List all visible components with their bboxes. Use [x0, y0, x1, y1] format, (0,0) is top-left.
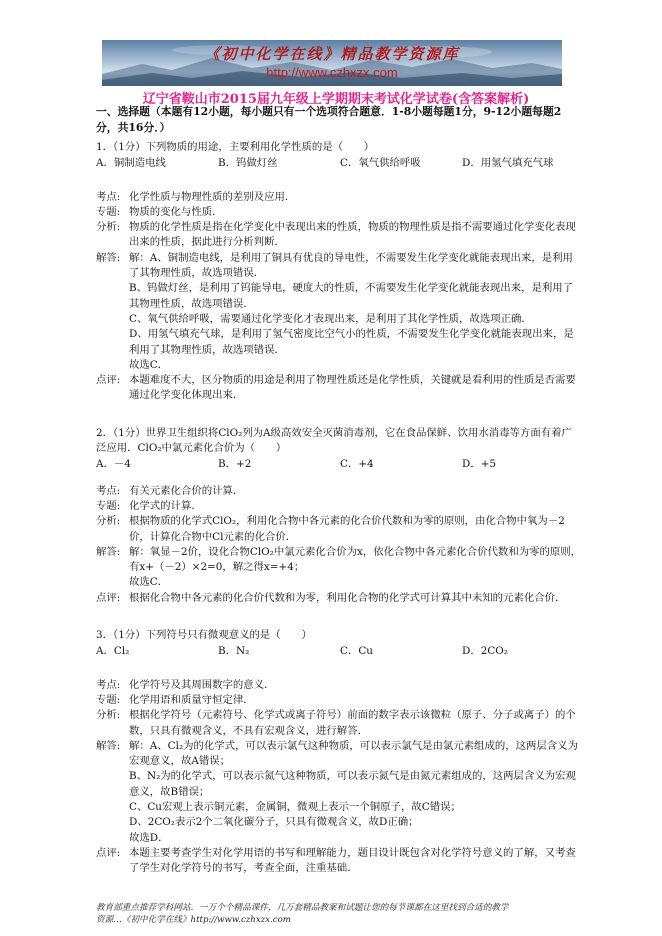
jieda-text — [129, 251, 582, 373]
dianping-label: 点评: — [96, 374, 121, 387]
question-stem: 3．（1分）下列符号只有微观意义的是（ ） — [96, 629, 312, 642]
fenxi-text: 物质的化学性质是指在化学变化中表现出来的性质，物质的物理性质是指不需要通过化学变化表现出来的性质，据此进行分析判断． — [129, 221, 576, 249]
jieda-line: B、钨做灯丝，是利用了钨能导电，硬度大的性质，不需要发生化学变化就能表现出来，是利用了其物理性质，故选项错误． — [129, 282, 574, 310]
banner-title: 《初中化学在线》精品教学资源库 — [204, 45, 460, 63]
jieda-row — [96, 545, 582, 591]
option-d: D．2CO₂ — [462, 645, 508, 658]
kaodian-row — [96, 484, 582, 499]
kaodian-text: 化学性质与物理性质的差别及应用． — [129, 190, 296, 203]
dianping-text: 本题主要考查学生对化学用语的书写和理解能力，题目设计既包含对化学符号意义的了解，又考查了学生对化学符号的书写，考查全面，注重基础． — [129, 846, 576, 875]
document-title: 辽宁省鞍山市2015届九年级上学期期末考试化学试卷(含答案解析) — [142, 92, 530, 107]
kaodian-text: 有关元素化合价的计算． — [129, 484, 244, 497]
kaodian-row — [96, 678, 582, 693]
jieda-line: 故选C． — [129, 576, 169, 589]
option-c: C．氧气供给呼吸 — [340, 157, 421, 170]
jieda-line: 解：A、Cl₂为的化学式，可以表示氯气这种物质，可以表示氯气是由氯元素组成的，这两层含义为宏观意义，故A错误； — [129, 739, 578, 768]
jieda-line: 故选C． — [129, 358, 169, 371]
dianping-row — [96, 373, 582, 404]
footer-line-2: 资源…《初中化学在线》http://www.czhxzx.com — [96, 915, 291, 925]
zhuanti-label: 专题: — [96, 205, 121, 218]
page-footer — [96, 902, 582, 926]
option-c: C．Cu — [340, 645, 373, 658]
zhuanti-label: 专题: — [96, 499, 121, 512]
kaodian-label: 考点: — [96, 678, 121, 691]
option-c: C．+4 — [340, 458, 374, 471]
header-banner — [102, 40, 562, 86]
jieda-text — [129, 545, 582, 591]
question-1 — [96, 140, 582, 404]
dianping-text: 本题难度不大，区分物质的用途是利用了物理性质还是化学性质，关键就是看利用的性质是否需要通过化学变化体现出来． — [129, 374, 576, 402]
document-body — [96, 104, 582, 876]
dianping-label: 点评: — [96, 846, 121, 859]
fenxi-label: 分析: — [96, 709, 121, 722]
jieda-text — [129, 739, 582, 846]
option-list — [96, 644, 582, 659]
jieda-line: 解：A、铜制造电线，是利用了铜具有优良的导电性，不需要发生化学变化就能表现出来，是利用了其物理性质，故选项错误． — [129, 251, 573, 280]
kaodian-label: 考点: — [96, 484, 121, 497]
question-stem: 2．（1分）世界卫生组织将ClO₂列为A级高效安全灭菌消毒剂，它在食品保鲜、饮用水消毒等方面有着广泛应用．ClO₂中氯元素化合价为（ ） — [96, 426, 572, 455]
question-3 — [96, 628, 582, 876]
option-a: A．Cl₂ — [96, 645, 130, 658]
jieda-line: C、Cu宏观上表示铜元素，金属铜，微观上表示一个铜原子，故C错误； — [129, 800, 461, 813]
fenxi-row — [96, 514, 582, 545]
jieda-row — [96, 739, 582, 846]
fenxi-text: 根据化学符号（元素符号、化学式或离子符号）前面的数字表示该微粒（原子、分子或离子）的个数，只具有微观含义，不具有宏观含义，进行解答． — [129, 709, 576, 737]
jieda-line: D、2CO₂表示2个二氧化碳分子，只具有微观含义，故D正确； — [129, 816, 419, 829]
option-b: B．+2 — [218, 458, 252, 471]
jieda-label: 解答: — [96, 545, 121, 558]
jieda-label: 解答: — [96, 739, 121, 752]
jieda-line: D、用氢气填充气球，是利用了氢气密度比空气小的性质，不需要发生化学变化就能表现出来，是利用了其物理性质，故选项错误． — [129, 328, 574, 356]
banner-url-link[interactable]: http://www.czhxzx.com — [266, 65, 398, 80]
option-d: D．用氢气填充气球 — [462, 157, 554, 170]
dianping-row — [96, 846, 582, 877]
dianping-row — [96, 591, 582, 606]
zhuanti-text: 化学用语和质量守恒定律． — [129, 693, 254, 706]
option-d: D．+5 — [462, 458, 497, 471]
zhuanti-text: 物质的变化与性质． — [129, 205, 223, 218]
kaodian-label: 考点: — [96, 190, 121, 203]
fenxi-label: 分析: — [96, 515, 121, 528]
jieda-label: 解答: — [96, 251, 121, 264]
jieda-line: 解：氧显－2价，设化合物ClO₂中氯元素化合价为x，依化合物中各元素化合价代数和为零的原则，有x+（－2）×2=0，解之得x=+4； — [129, 545, 582, 574]
option-b: B．钨做灯丝 — [218, 157, 278, 170]
section-heading: 一、选择题（本题有12小题，每小题只有一个选项符合题意．1-8小题每题1分，9-12小题每题2分，共16分．） — [96, 105, 562, 134]
dianping-label: 点评: — [96, 591, 121, 604]
zhuanti-row — [96, 499, 582, 514]
kaodian-row — [96, 190, 582, 205]
question-stem: 1．（1分）下列物质的用途，主要利用化学性质的是（ ） — [96, 141, 375, 153]
zhuanti-row — [96, 205, 582, 220]
zhuanti-label: 专题: — [96, 693, 121, 706]
jieda-row — [96, 251, 582, 373]
option-b: B．N₂ — [218, 645, 250, 658]
footer-line-1: 教育部重点推荐学科网站．一万个个精品课件，几万套精品教案和试题让您的每节课都在这里找到合适的教学 — [96, 903, 509, 913]
zhuanti-text: 化学式的计算． — [129, 499, 202, 512]
jieda-line: 故选D． — [129, 831, 169, 844]
option-a: A．铜制造电线 — [96, 157, 166, 170]
fenxi-row — [96, 220, 582, 251]
fenxi-row — [96, 708, 582, 739]
question-2 — [96, 426, 582, 606]
fenxi-label: 分析: — [96, 221, 121, 234]
jieda-line: B、N₂为的化学式，可以表示氮气这种物质，可以表示氮气是由氮元素组成的，这两层含义为宏观意义，故B错误； — [129, 770, 576, 798]
option-a: A．－4 — [96, 458, 131, 471]
kaodian-text: 化学符号及其周围数字的意义． — [129, 678, 275, 691]
zhuanti-row — [96, 693, 582, 708]
fenxi-text: 根据物质的化学式ClO₂，利用化合物中各元素的化合价代数和为零的原则，由化合物中氧为－2价，计算化合物中Cl元素的化合价． — [129, 515, 565, 543]
option-list — [96, 457, 582, 472]
dianping-text: 根据化合物中各元素的化合价代数和为零，利用化合物的化学式可计算其中未知的元素化合价． — [129, 591, 566, 604]
option-list — [96, 156, 582, 171]
jieda-line: C、氧气供给呼吸，需要通过化学变化才表现出来，是利用了其化学性质，故选项正确． — [129, 312, 532, 325]
